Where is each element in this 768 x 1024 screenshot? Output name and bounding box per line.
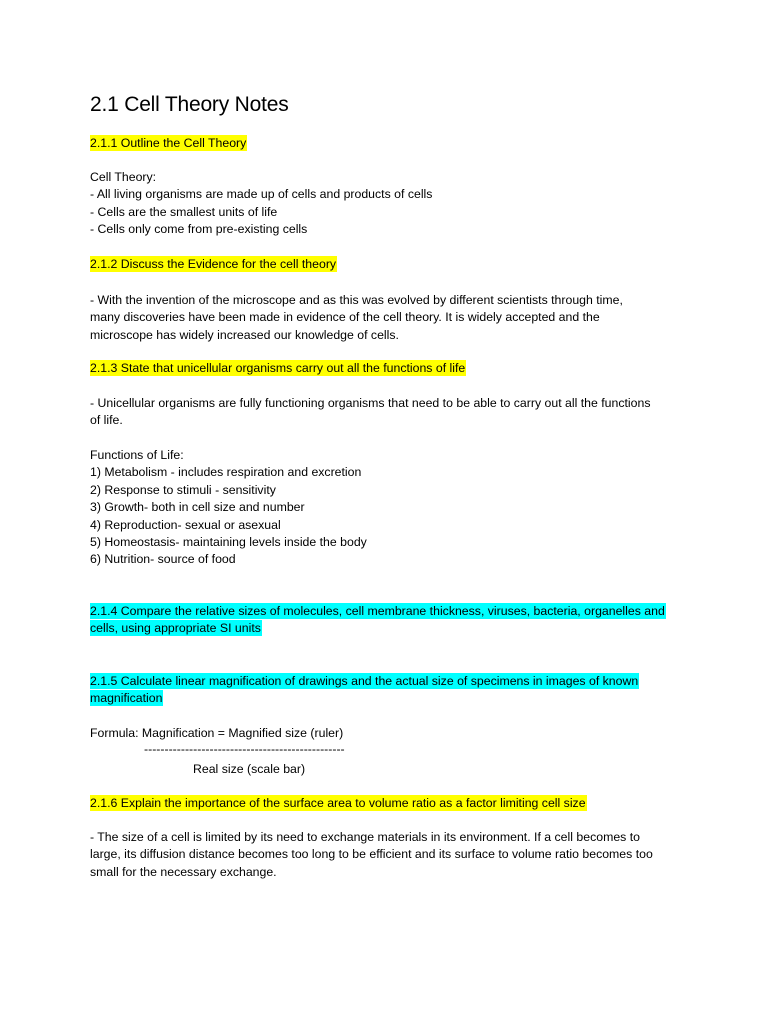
functions-label: Functions of Life: — [90, 448, 184, 462]
section-2-1-1-heading — [90, 135, 690, 152]
paragraph-line: small for the necessary exchange. — [90, 864, 277, 879]
formula-divider: ------------------------------------------------- — [144, 742, 345, 756]
page-title: 2.1 Cell Theory Notes — [90, 93, 289, 116]
section-2-1-3-heading — [90, 360, 690, 377]
paragraph-line: of life. — [90, 413, 123, 428]
list-item: - Cells are the smallest units of life — [90, 204, 278, 219]
section-2-1-2-body — [90, 292, 690, 344]
list-item: 5) Homeostasis- maintaining levels inside the body — [90, 535, 367, 550]
highlighted-heading: 2.1.2 Discuss the Evidence for the cell theory — [90, 257, 337, 271]
list-item: - All living organisms are made up of cells and products of cells — [90, 187, 433, 202]
paragraph-line: many discoveries have been made in evidence of the cell theory. It is widely accepted and the — [90, 310, 600, 325]
highlighted-heading: 2.1.5 Calculate linear magnification of drawings and the actual size of specimens in images of known — [90, 674, 639, 688]
highlighted-heading: 2.1.4 Compare the relative sizes of molecules, cell membrane thickness, viruses, bacteria, organelles and — [90, 604, 665, 618]
functions-of-life-list — [90, 447, 690, 569]
highlighted-heading: 2.1.6 Explain the importance of the surface area to volume ratio as a factor limiting cell size — [90, 796, 586, 810]
cell-theory-label: Cell Theory: — [90, 170, 157, 184]
section-2-1-3-body — [90, 395, 690, 430]
highlighted-heading: cells, using appropriate SI units — [90, 621, 261, 636]
section-2-1-6-body — [90, 829, 690, 881]
highlighted-heading: 2.1.1 Outline the Cell Theory — [90, 136, 247, 150]
formula-line: Formula: Magnification = Magnified size (ruler) — [90, 726, 344, 740]
paragraph-line: - With the invention of the microscope and as this was evolved by different scientists through time, — [90, 293, 623, 307]
section-2-1-2-heading — [90, 256, 690, 273]
paragraph-line: - The size of a cell is limited by its need to exchange materials in its environment. If a cell becomes to — [90, 830, 640, 844]
paragraph-line: microscope has widely increased our knowledge of cells. — [90, 327, 399, 342]
paragraph-line: large, its diffusion distance becomes too long to be efficient and its surface to volume ratio becomes too — [90, 847, 653, 862]
formula-denominator: Real size (scale bar) — [193, 762, 306, 776]
paragraph-line: - Unicellular organisms are fully functioning organisms that need to be able to carry out all the functions — [90, 396, 651, 410]
highlighted-heading: 2.1.3 State that unicellular organisms carry out all the functions of life — [90, 361, 466, 375]
list-item: 4) Reproduction- sexual or asexual — [90, 517, 281, 532]
list-item: - Cells only come from pre-existing cells — [90, 222, 308, 237]
list-item: 2) Response to stimuli - sensitivity — [90, 482, 276, 497]
list-item: 6) Nutrition- source of food — [90, 552, 236, 567]
list-item: 1) Metabolism - includes respiration and excretion — [90, 465, 362, 480]
highlighted-heading: magnification — [90, 691, 163, 706]
section-2-1-5-heading — [90, 673, 690, 708]
section-2-1-1-body — [90, 169, 690, 239]
list-item: 3) Growth- both in cell size and number — [90, 500, 305, 515]
section-2-1-6-heading — [90, 795, 690, 812]
section-2-1-4-heading — [90, 603, 690, 638]
